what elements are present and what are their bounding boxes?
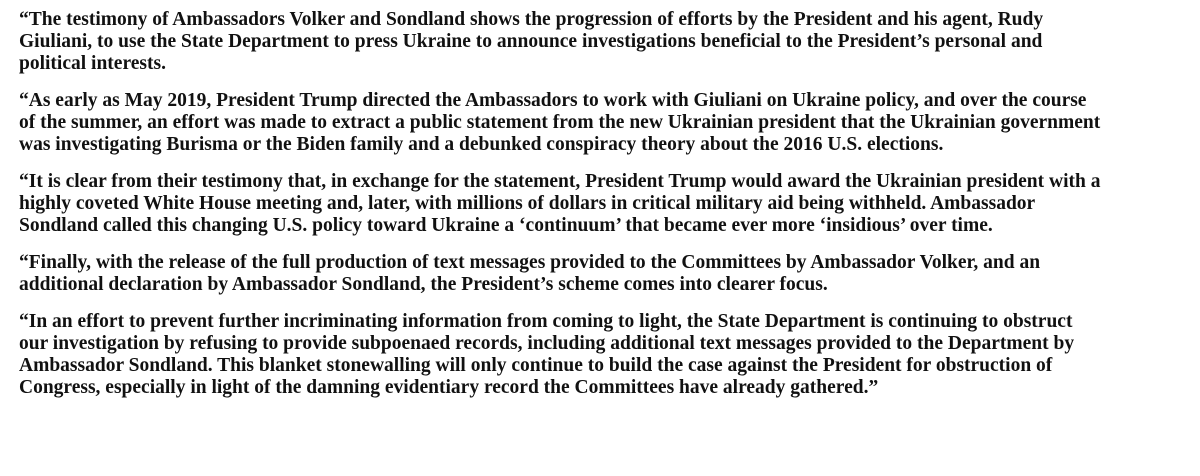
text-line: Ambassador Sondland. This blanket stonewalling will only continue to build the case against the President for obstruction of <box>19 355 1053 376</box>
text-line: Giuliani, to use the State Department to press Ukraine to announce investigations beneficial to the President’s personal and <box>19 31 1043 52</box>
text-line: “It is clear from their testimony that, in exchange for the statement, President Trump would award the Ukrainian president with a <box>19 171 1101 192</box>
paragraph-testimony-progression <box>19 9 1194 75</box>
text-line: additional declaration by Ambassador Sondland, the President’s scheme comes into clearer focus. <box>19 274 828 295</box>
paragraph-text-messages-focus <box>19 252 1194 296</box>
text-line: highly coveted White House meeting and, later, with millions of dollars in critical military aid being withheld. Ambassador <box>19 193 1036 214</box>
text-line: political interests. <box>19 53 166 74</box>
text-line: “The testimony of Ambassadors Volker and Sondland shows the progression of efforts by the President and his agent, Rudy <box>19 9 1044 30</box>
text-line: “As early as May 2019, President Trump directed the Ambassadors to work with Giuliani on Ukraine policy, and over the course <box>19 90 1087 111</box>
text-line: was investigating Burisma or the Biden family and a debunked conspiracy theory about the 2016 U.S. elections. <box>19 134 944 155</box>
paragraph-may-2019-direction <box>19 90 1194 156</box>
paragraph-obstruction <box>19 311 1194 399</box>
text-line: “In an effort to prevent further incriminating information from coming to light, the State Department is continuing to obstruct <box>19 311 1073 332</box>
text-line: “Finally, with the release of the full production of text messages provided to the Committees by Ambassador Volker, and an <box>19 252 1041 273</box>
text-line: Sondland called this changing U.S. policy toward Ukraine a ‘continuum’ that became ever more ‘insidious’ over time. <box>19 215 993 236</box>
text-line: our investigation by refusing to provide subpoenaed records, including additional text messages provided to the Department by <box>19 333 1075 354</box>
text-line: of the summer, an effort was made to extract a public statement from the new Ukrainian president that the Ukrainian government <box>19 112 1101 133</box>
text-line: Congress, especially in light of the damning evidentiary record the Committees have already gathered.” <box>19 377 879 398</box>
paragraph-exchange-for-statement <box>19 171 1194 237</box>
